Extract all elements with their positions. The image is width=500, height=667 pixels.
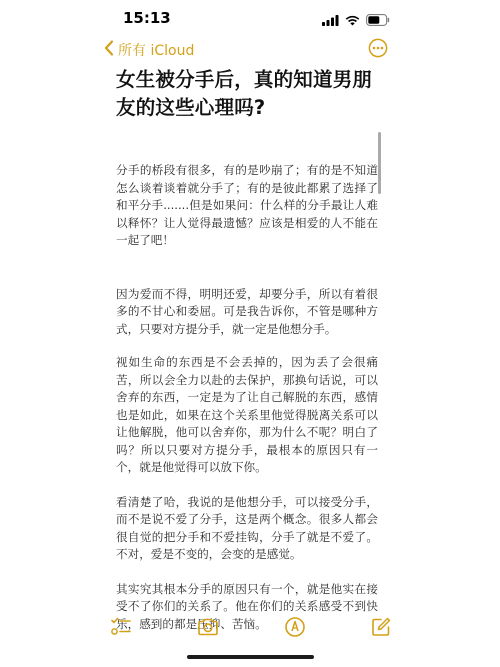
- bottom-toolbar: [0, 612, 500, 642]
- note-paragraph-2[interactable]: 因为爱而不得，明明还爱，却要分手，所以有着很多的不甘心和委屈。可是我告诉你，不管是哪种方式，只要对方提分手，就一定是他想分手。: [116, 286, 378, 336]
- checklist-icon: [110, 623, 132, 642]
- ellipsis-circle-icon: [368, 43, 388, 62]
- back-label: 所有 iCloud: [118, 43, 195, 59]
- markup-pen-icon: [284, 623, 306, 642]
- wifi-icon: [345, 11, 360, 30]
- back-button[interactable]: [104, 40, 194, 60]
- camera-button[interactable]: [197, 616, 219, 638]
- note-body[interactable]: [116, 66, 378, 633]
- status-bar: [0, 0, 500, 36]
- signal-icon: [322, 11, 339, 30]
- home-indicator[interactable]: [187, 655, 314, 659]
- note-paragraph-5[interactable]: 其实究其根本分手的原因只有一个，就是他实在接受不了你们的关系了。他在你们的关系感受不到快乐，感到的都是压抑、苦恼。: [116, 581, 378, 631]
- status-time: 15:13: [123, 9, 171, 27]
- more-options-button[interactable]: [368, 38, 388, 58]
- checklist-button[interactable]: [110, 616, 132, 638]
- chevron-left-icon: [104, 40, 114, 60]
- camera-icon: [197, 623, 219, 642]
- battery-icon: [366, 11, 390, 30]
- note-paragraph-1[interactable]: 分手的桥段有很多，有的是吵崩了；有的是不知道怎么谈着谈着就分手了；有的是彼此都累了选择了和平分手.......但是如果问：什么样的分手最让人难以释怀？让人觉得最遗憾？应该是相爱的人不能在一起了吧！: [116, 163, 378, 247]
- scroll-indicator[interactable]: [378, 132, 381, 194]
- note-title[interactable]: 女生被分手后，真的知道男朋友的这些心理吗?: [116, 68, 373, 119]
- nav-bar: [0, 36, 500, 64]
- note-paragraph-4[interactable]: 看清楚了哈，我说的是他想分手，可以接受分手，而不是说不爱了分手，这是两个概念。很多人都会很自觉的把分手和不爱挂钩，分手了就是不爱了。不对，爱是不变的，会变的是感觉。: [116, 494, 378, 561]
- markup-button[interactable]: [284, 616, 306, 638]
- compose-icon: [370, 623, 392, 642]
- status-icons: [322, 11, 390, 30]
- compose-button[interactable]: [370, 616, 392, 638]
- note-paragraph-3[interactable]: 视如生命的东西是不会丢掉的，因为丢了会很痛苦，所以会全力以赴的去保护，那换句话说，可以舍弃的东西，一定是为了让自己解脱的东西，感情也是如此，如果在这个关系里他觉得脱离关系可以让他解脱，他可以舍弃你，那为什么不呢？明白了吗？所以只要对方提分手，最根本的原因只有一个，就是他觉得可以放下你。: [116, 355, 378, 474]
